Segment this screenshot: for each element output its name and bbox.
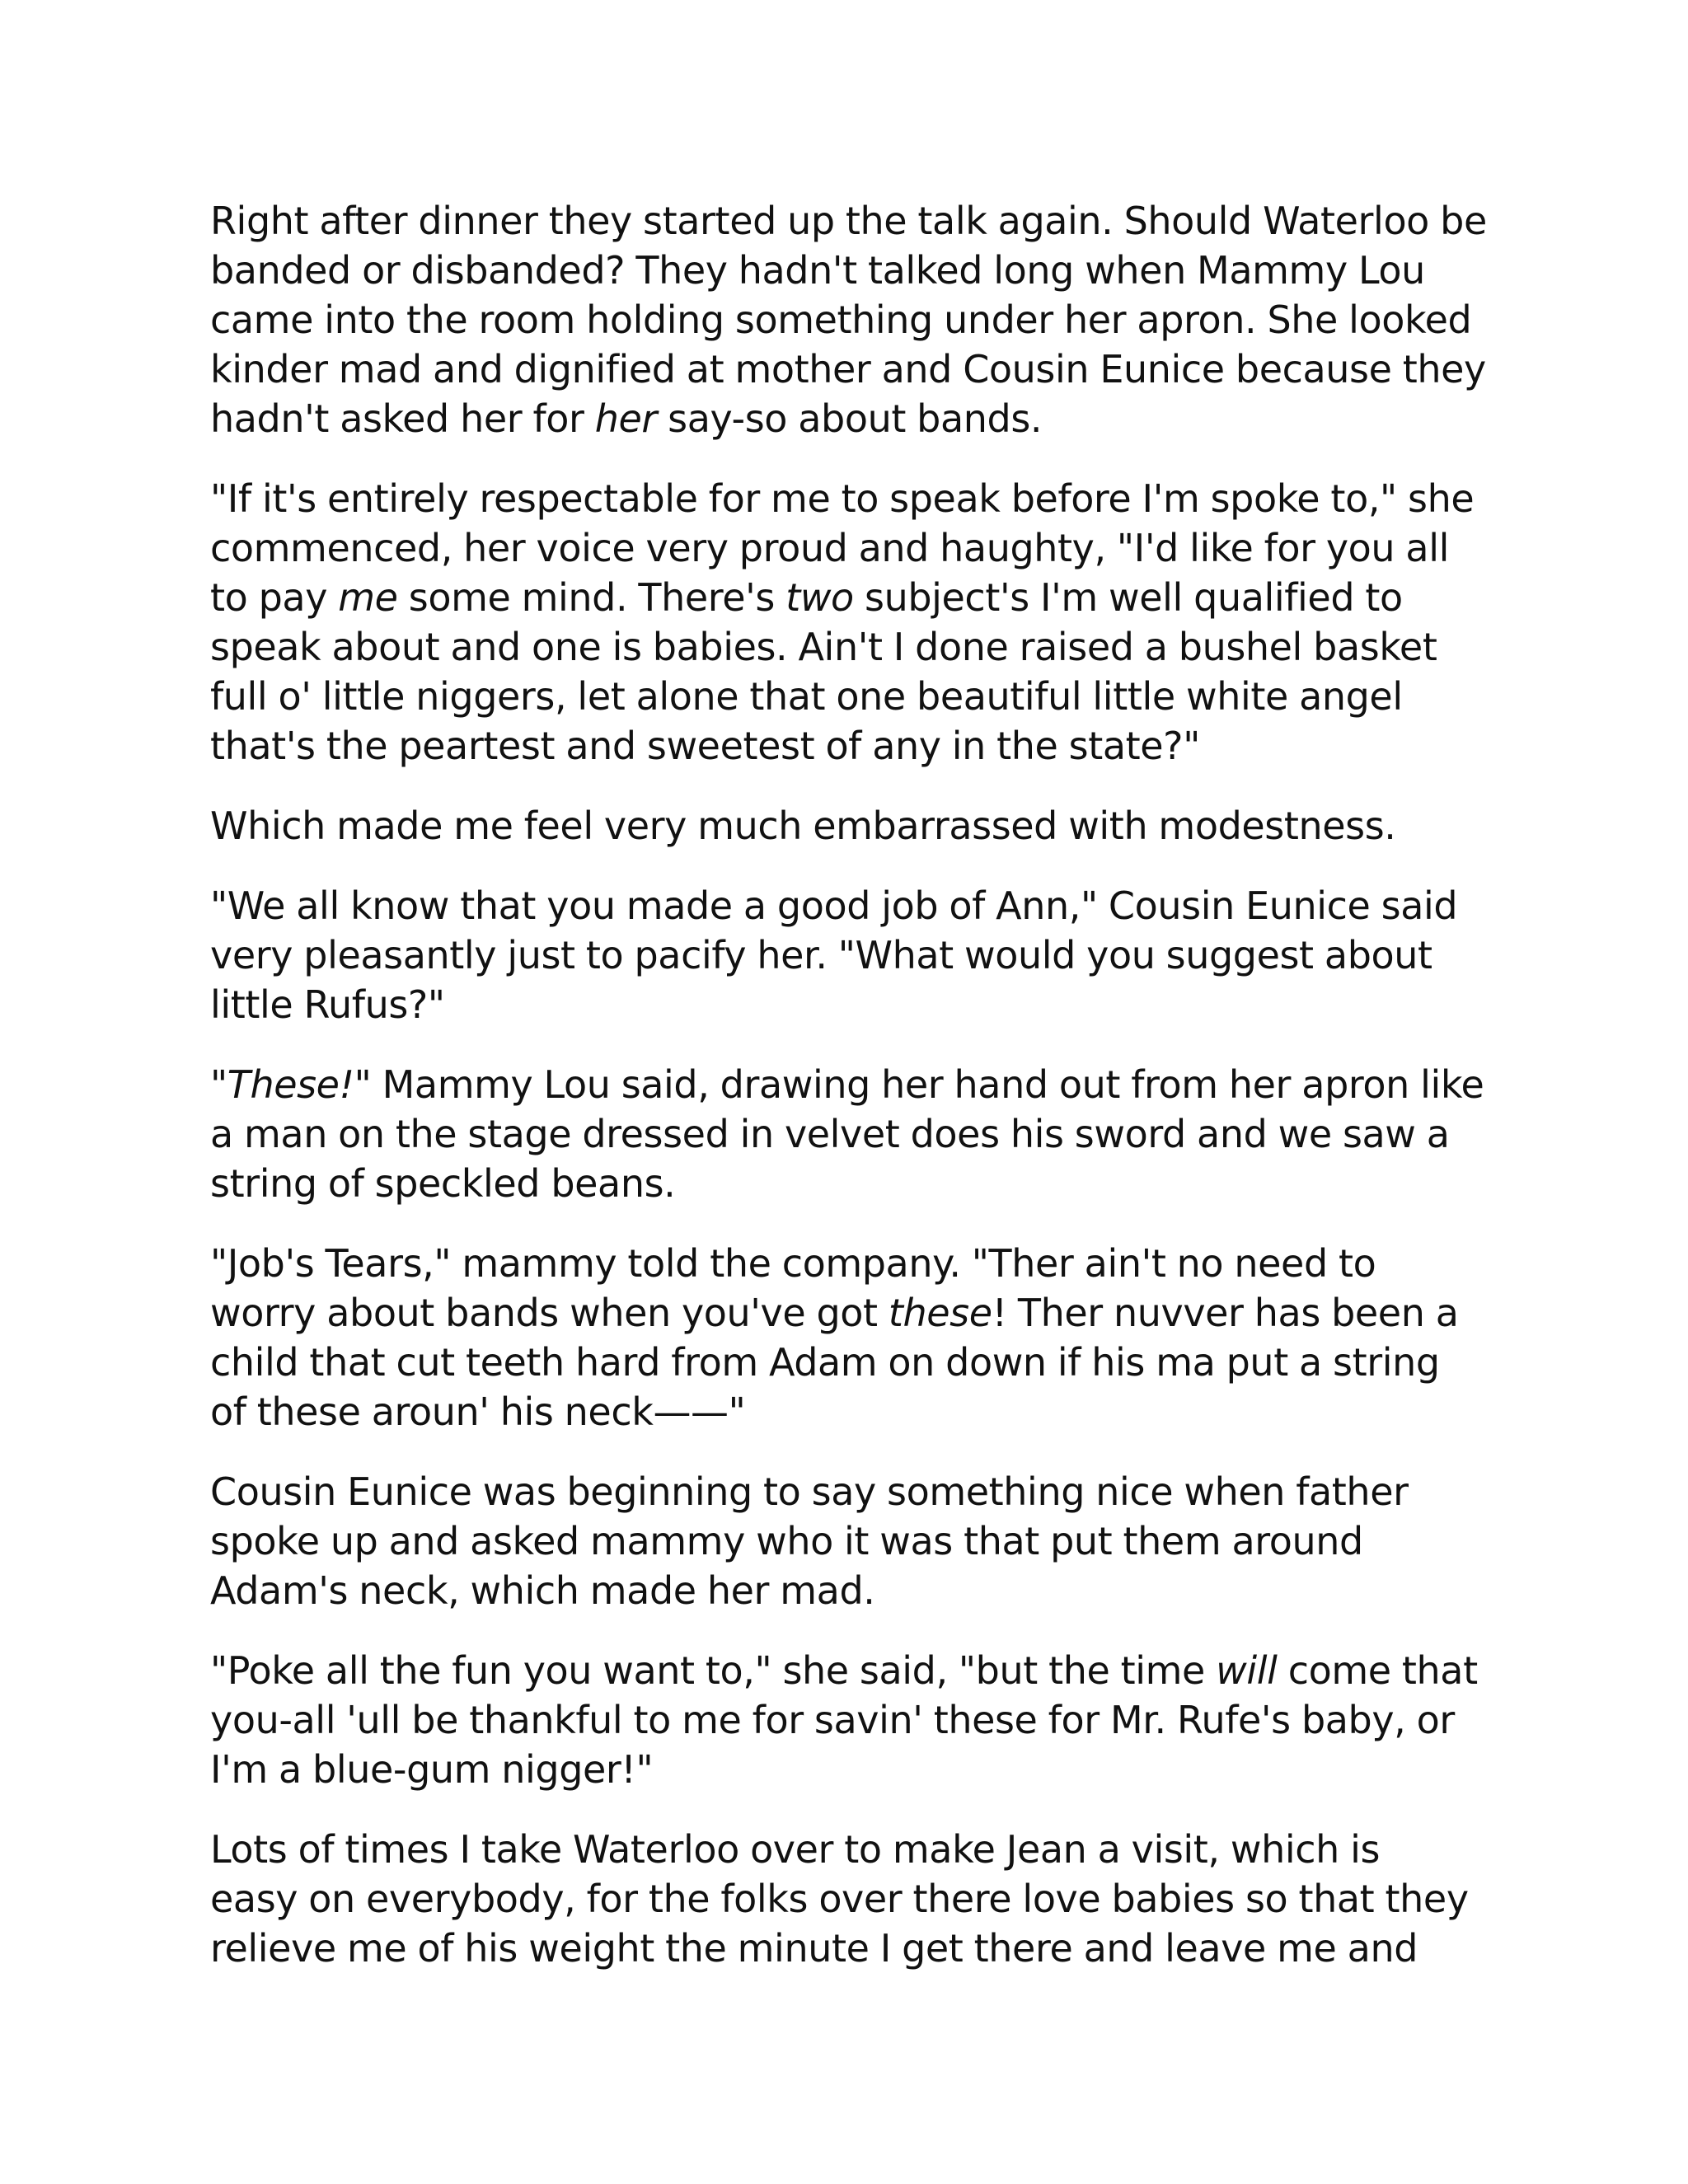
text-line <box>210 1109 1496 1159</box>
text-run: very pleasantly just to pacify her. "What would you suggest about <box>210 933 1432 977</box>
text-line <box>210 1825 1496 1874</box>
paragraph <box>210 881 1496 1029</box>
paragraph <box>210 1467 1496 1615</box>
text-run: "Job's Tears," mammy told the company. "Ther ain't no need to <box>210 1241 1376 1286</box>
text-line <box>210 573 1496 622</box>
text-line <box>210 930 1496 980</box>
text-line <box>210 1288 1496 1338</box>
text-line <box>210 196 1496 246</box>
text-run: worry about bands when you've got <box>210 1291 889 1335</box>
text-run: Adam's neck, which made her mad. <box>210 1568 875 1613</box>
text-run: string of speckled beans. <box>210 1161 676 1206</box>
text-run: child that cut teeth hard from Adam on down if his ma put a string <box>210 1340 1440 1385</box>
text-run: some mind. There's <box>397 575 786 620</box>
text-run: a man on the stage dressed in velvet does his sword and we saw a <box>210 1112 1450 1156</box>
text-run: came into the room holding something under her apron. She looked <box>210 298 1472 342</box>
text-line <box>210 1387 1496 1436</box>
text-line <box>210 1924 1496 1973</box>
text-run: of these aroun' his neck——" <box>210 1390 746 1434</box>
emphasis-run: these <box>888 1291 992 1335</box>
text-line <box>210 1874 1496 1924</box>
text-line <box>210 394 1496 443</box>
paragraph <box>210 1825 1496 1973</box>
text-run: " <box>210 1062 227 1107</box>
text-line <box>210 246 1496 295</box>
text-run: Cousin Eunice was beginning to say something nice when father <box>210 1469 1409 1514</box>
text-run: relieve me of his weight the minute I get there and leave me and <box>210 1926 1418 1971</box>
text-run: kinder mad and dignified at mother and Cousin Eunice because they <box>210 347 1486 391</box>
text-run: you-all 'ull be thankful to me for savin' these for Mr. Rufe's baby, or <box>210 1698 1455 1742</box>
text-line <box>210 1239 1496 1288</box>
body-text <box>210 196 1496 2004</box>
text-line <box>210 474 1496 523</box>
text-run: banded or disbanded? They hadn't talked long when Mammy Lou <box>210 248 1425 293</box>
text-run: spoke up and asked mammy who it was that put them around <box>210 1519 1363 1563</box>
text-run: to pay <box>210 575 339 620</box>
paragraph <box>210 1239 1496 1436</box>
emphasis-run: two <box>785 575 854 620</box>
text-run: "We all know that you made a good job of Ann," Cousin Eunice said <box>210 883 1458 928</box>
text-run: speak about and one is babies. Ain't I done raised a bushel basket <box>210 625 1437 669</box>
text-line <box>210 1695 1496 1745</box>
text-line <box>210 672 1496 721</box>
text-run: ! Ther nuvver has been a <box>992 1291 1459 1335</box>
paragraph <box>210 801 1496 851</box>
text-run: hadn't asked her for <box>210 396 595 441</box>
text-line <box>210 1467 1496 1516</box>
text-line <box>210 344 1496 394</box>
text-line <box>210 1338 1496 1387</box>
text-run: Right after dinner they started up the talk again. Should Waterloo be <box>210 199 1487 243</box>
text-run: easy on everybody, for the folks over there love babies so that they <box>210 1877 1469 1921</box>
paragraph <box>210 196 1496 443</box>
text-line <box>210 1159 1496 1208</box>
text-line <box>210 1566 1496 1615</box>
text-run: subject's I'm well qualified to <box>853 575 1403 620</box>
text-run: "Poke all the fun you want to," she said, "but the time <box>210 1648 1217 1693</box>
text-line <box>210 721 1496 771</box>
paragraph <box>210 1646 1496 1794</box>
text-line <box>210 801 1496 851</box>
text-line <box>210 881 1496 930</box>
text-run: full o' little niggers, let alone that one beautiful little white angel <box>210 674 1403 719</box>
text-line <box>210 523 1496 573</box>
text-line <box>210 622 1496 672</box>
text-run: little Rufus?" <box>210 982 445 1027</box>
text-line <box>210 295 1496 344</box>
text-line <box>210 1516 1496 1566</box>
text-run: " Mammy Lou said, drawing her hand out from her apron like <box>354 1062 1484 1107</box>
text-run: "If it's entirely respectable for me to speak before I'm spoke to," she <box>210 476 1475 521</box>
text-run: commenced, her voice very proud and haughty, "I'd like for you all <box>210 526 1449 570</box>
text-run: I'm a blue-gum nigger!" <box>210 1747 654 1792</box>
emphasis-run: will <box>1216 1648 1278 1693</box>
emphasis-run: her <box>594 396 657 441</box>
text-line <box>210 1745 1496 1794</box>
text-run: say-so about bands. <box>656 396 1043 441</box>
emphasis-run: These! <box>227 1062 354 1107</box>
paragraph <box>210 474 1496 771</box>
text-run: that's the peartest and sweetest of any in the state?" <box>210 724 1200 768</box>
text-line <box>210 980 1496 1029</box>
paragraph <box>210 1060 1496 1208</box>
emphasis-run: me <box>338 575 398 620</box>
text-run: Which made me feel very much embarrassed with modestness. <box>210 804 1396 848</box>
text-run: come that <box>1277 1648 1478 1693</box>
text-run: Lots of times I take Waterloo over to make Jean a visit, which is <box>210 1827 1381 1872</box>
text-line <box>210 1060 1496 1109</box>
text-line <box>210 1646 1496 1695</box>
